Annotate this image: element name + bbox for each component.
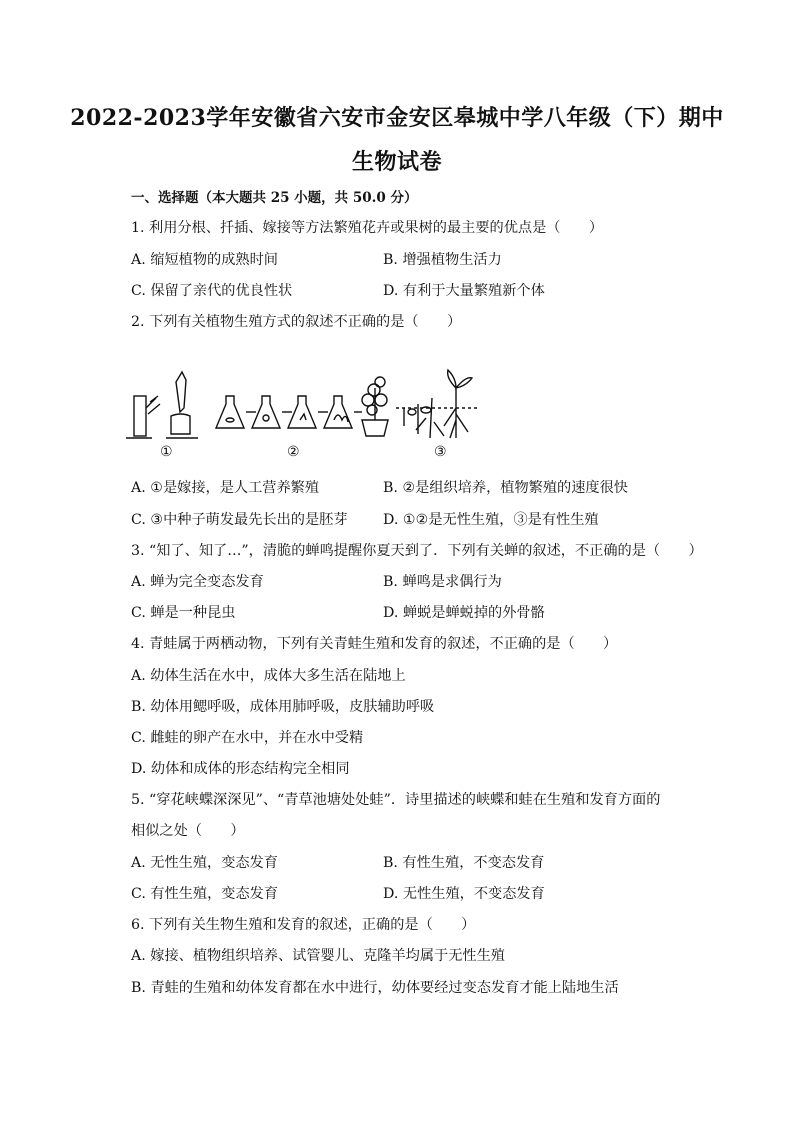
plant-reproduction-figure	[126, 368, 486, 448]
question-3-stem: 3. “知了、知了…”，清脆的蝉鸣提醒你夏天到了．下列有关蝉的叙述，不正确的是（ ）	[131, 543, 703, 559]
question-2-option-b: B. ②是组织培养，植物繁殖的速度很快	[383, 480, 628, 496]
question-4-stem: 4. 青蛙属于两栖动物，下列有关青蛙生殖和发育的叙述，不正确的是（ ）	[131, 636, 618, 652]
tissue-culture-illustration	[216, 377, 388, 436]
question-2-option-d: D. ①②是无性生殖，③是有性生殖	[383, 512, 599, 528]
question-6-stem: 6. 下列有关生物生殖和发育的叙述，正确的是（ ）	[131, 917, 476, 933]
document-title-line2: 生物试卷	[351, 149, 442, 175]
question-3-option-c: C. 蝉是一种昆虫	[131, 605, 236, 621]
question-1-option-a: A. 缩短植物的成熟时间	[131, 252, 278, 268]
question-3-option-a: A. 蝉为完全变态发育	[131, 574, 264, 590]
figure-label-3: ③	[434, 444, 447, 460]
section-heading: 一、选择题（本大题共 25 小题，共 50.0 分）	[131, 190, 418, 206]
question-1-option-b: B. 增强植物生活力	[383, 252, 502, 268]
question-4-option-c: C. 雌蛙的卵产在水中，并在水中受精	[131, 730, 364, 746]
question-5-stem-continued: 相似之处（ ）	[131, 823, 245, 839]
question-2-option-c: C. ③中种子萌发最先长出的是胚芽	[131, 512, 348, 528]
question-3-option-b: B. 蝉鸣是求偶行为	[383, 574, 502, 590]
question-6-option-b: B. 青蛙的生殖和幼体发育都在水中进行，幼体要经过变态发育才能上陆地生活	[131, 980, 619, 996]
figure-label-2: ②	[287, 444, 300, 460]
grafting-illustration	[126, 372, 198, 438]
question-1-option-c: C. 保留了亲代的优良性状	[131, 283, 293, 299]
question-1-option-d: D. 有利于大量繁殖新个体	[383, 283, 545, 299]
document-title-line1: 2022-2023学年安徽省六安市金安区皋城中学八年级（下）期中	[70, 105, 724, 131]
question-5-option-d: D. 无性生殖，不变态发育	[383, 886, 545, 902]
question-5-option-c: C. 有性生殖，变态发育	[131, 886, 279, 902]
question-5-option-b: B. 有性生殖，不变态发育	[383, 855, 545, 871]
question-4-option-a: A. 幼体生活在水中，成体大多生活在陆地上	[131, 668, 406, 684]
seed-germination-illustration	[396, 370, 478, 438]
question-2-stem: 2. 下列有关植物生殖方式的叙述不正确的是（ ）	[131, 314, 462, 330]
figure-label-1: ①	[160, 444, 173, 460]
question-2-option-a: A. ①是嫁接，是人工营养繁殖	[131, 480, 320, 496]
question-4-option-d: D. 幼体和成体的形态结构完全相同	[131, 761, 350, 777]
question-4-option-b: B. 幼体用鳃呼吸，成体用肺呼吸，皮肤辅助呼吸	[131, 699, 435, 715]
question-6-option-a: A. 嫁接、植物组织培养、试管婴儿、克隆羊均属于无性生殖	[131, 948, 505, 964]
question-5-stem: 5. “穿花峡蝶深深见”、“青草池塘处处蛙”．诗里描述的峡蝶和蛙在生殖和发育方面的	[131, 792, 661, 808]
question-1-stem: 1. 利用分根、扦插、嫁接等方法繁殖花卉或果树的最主要的优点是（ ）	[131, 220, 604, 236]
question-5-option-a: A. 无性生殖，变态发育	[131, 855, 278, 871]
question-3-option-d: D. 蝉蜕是蝉蜕掉的外骨骼	[383, 605, 545, 621]
